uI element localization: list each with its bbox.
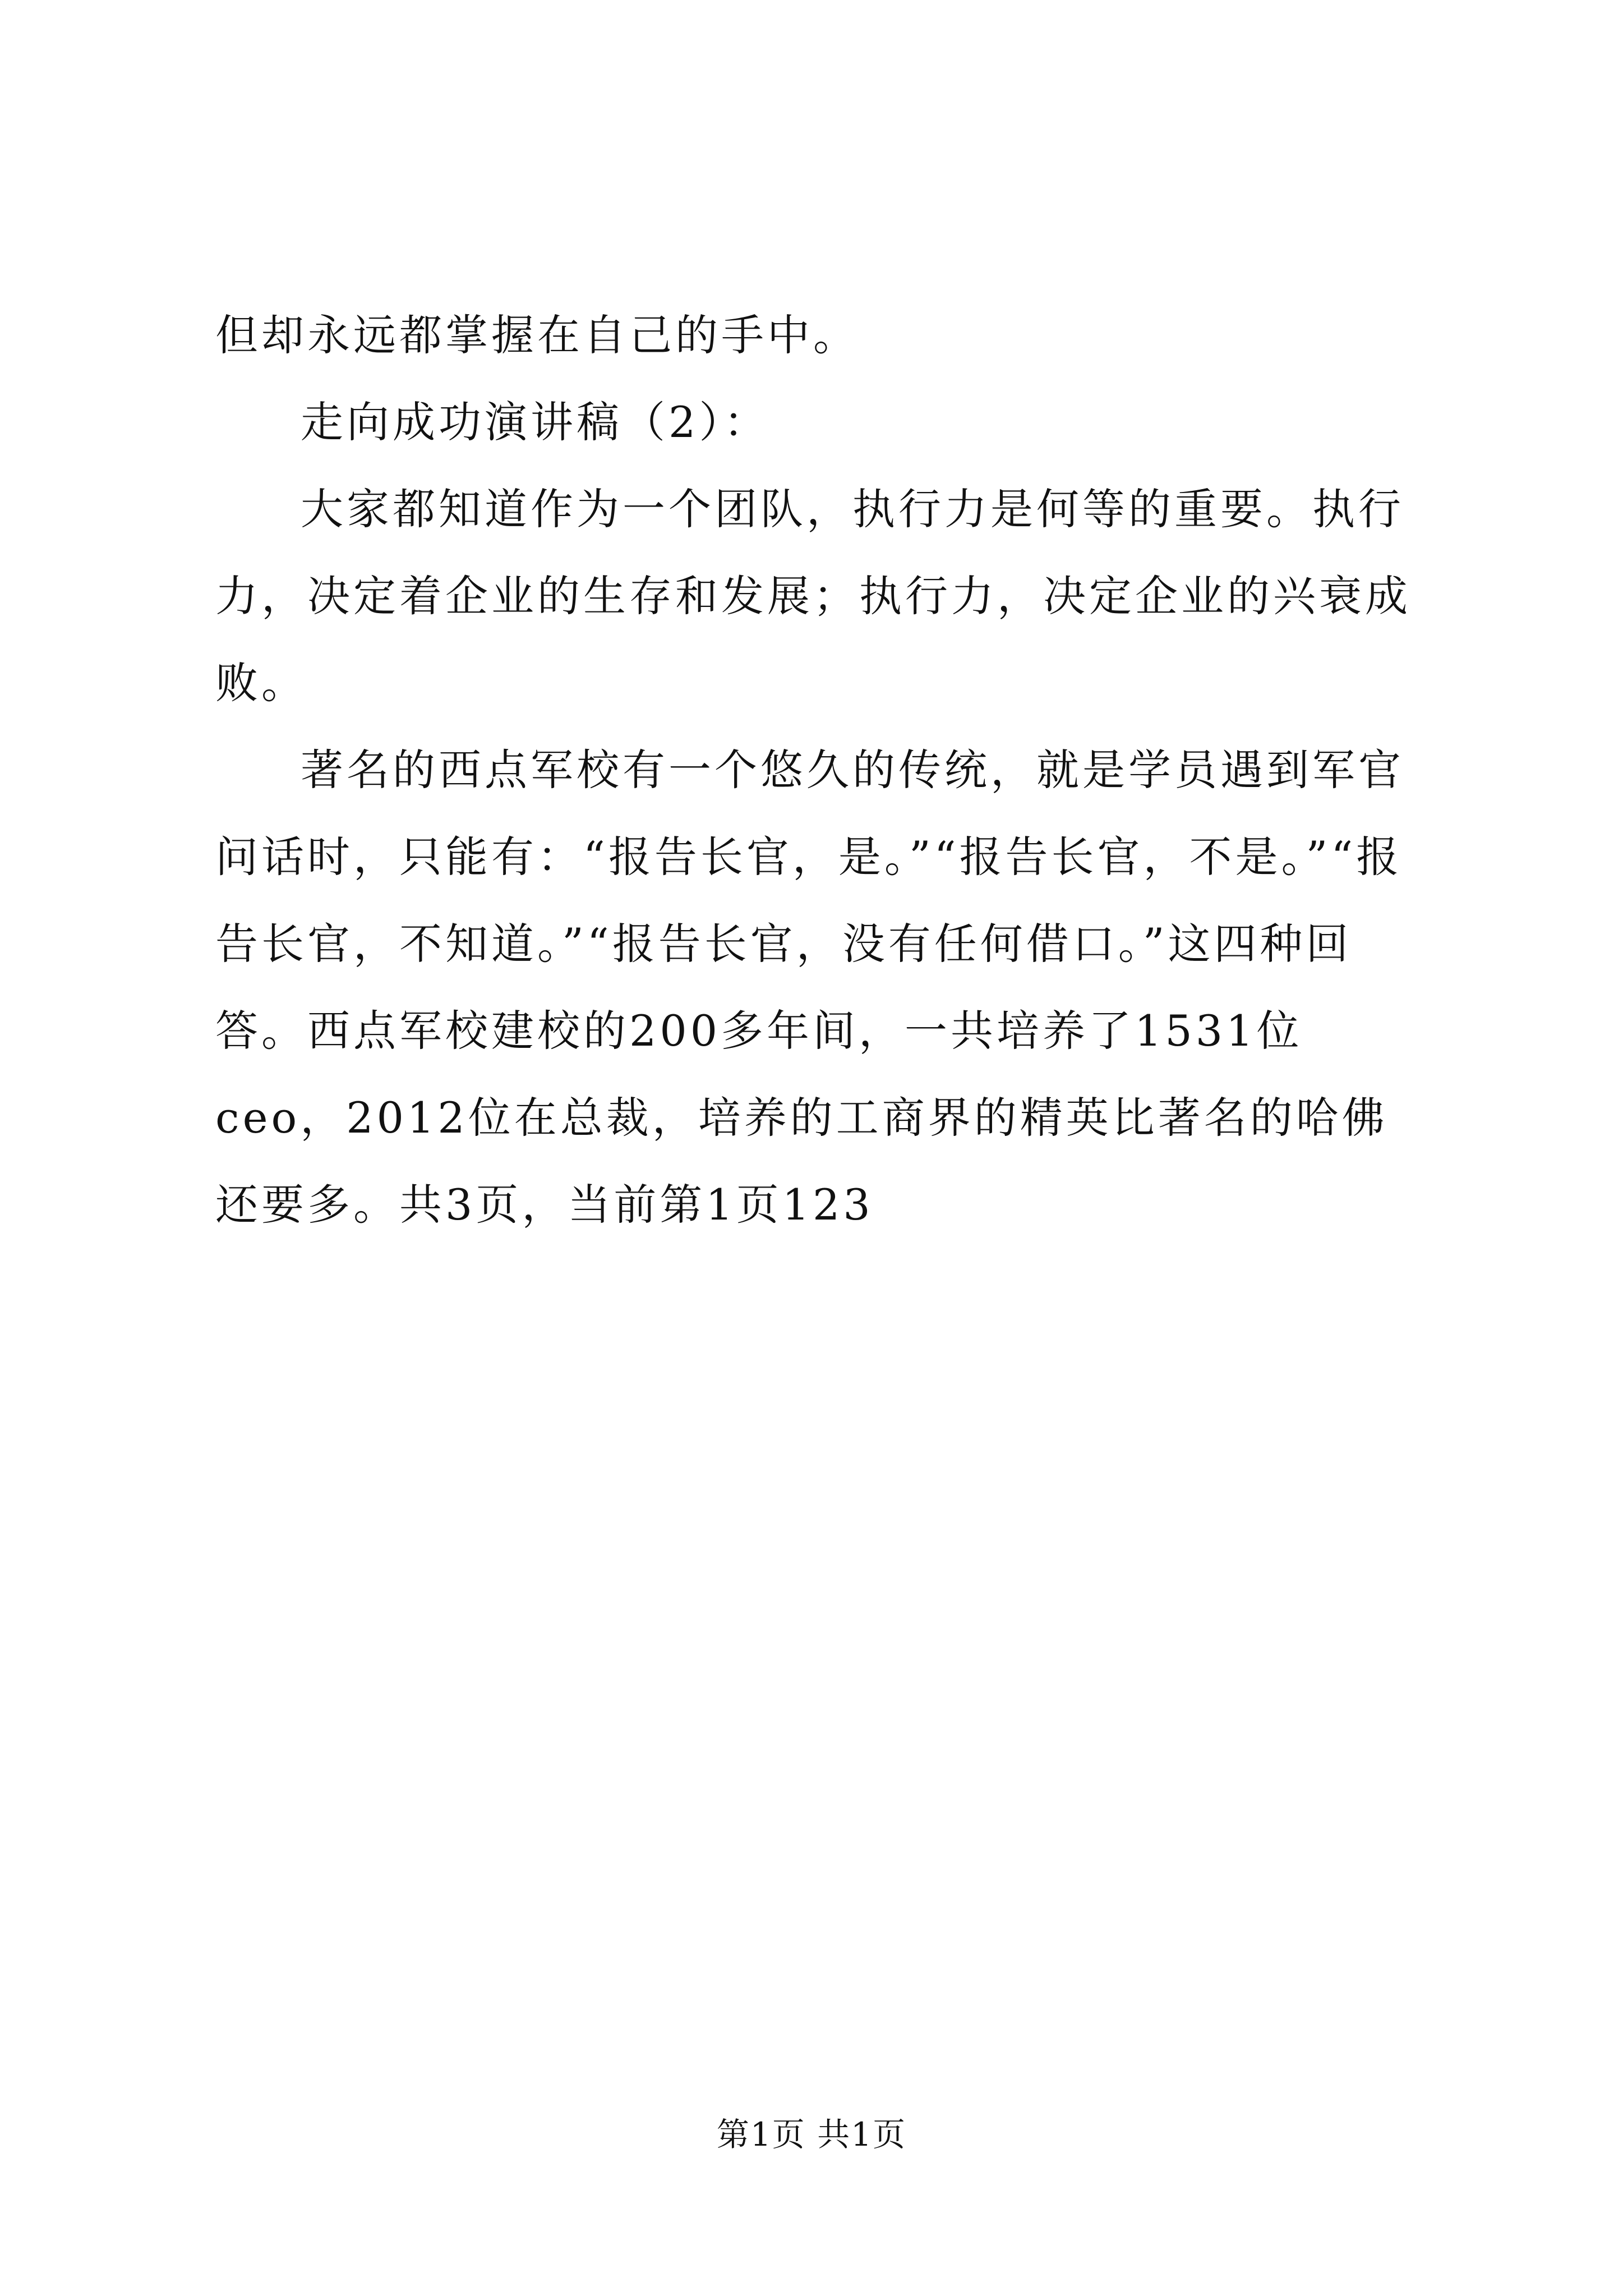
paragraph-continuation: 但却永远都掌握在自己的手中。 [215, 310, 859, 360]
page-footer: 第1页 共1页 [716, 2115, 907, 2154]
paragraph: 著名的西点军校有一个悠久的传统，就是学员遇到军官问话时，只能有：“报告长官，是。”“报告长官，不是。”“报告长官，不知道。”“报告长官，没有任何借口。”这四种回答。西点军校建校的200多年间，一共培养了1531位ceo，2012位在总裁，培养的工商界的精英比著名的哈佛还要多。共3页，当前第1页123 [215, 745, 1404, 1230]
document-body [215, 292, 1415, 1248]
paragraph: 大家都知道作为一个团队，执行力是何等的重要。执行力，决定着企业的生存和发展；执行力，决定企业的兴衰成败。 [215, 484, 1411, 708]
section-heading: 走向成功演讲稿（2）： [301, 397, 770, 447]
